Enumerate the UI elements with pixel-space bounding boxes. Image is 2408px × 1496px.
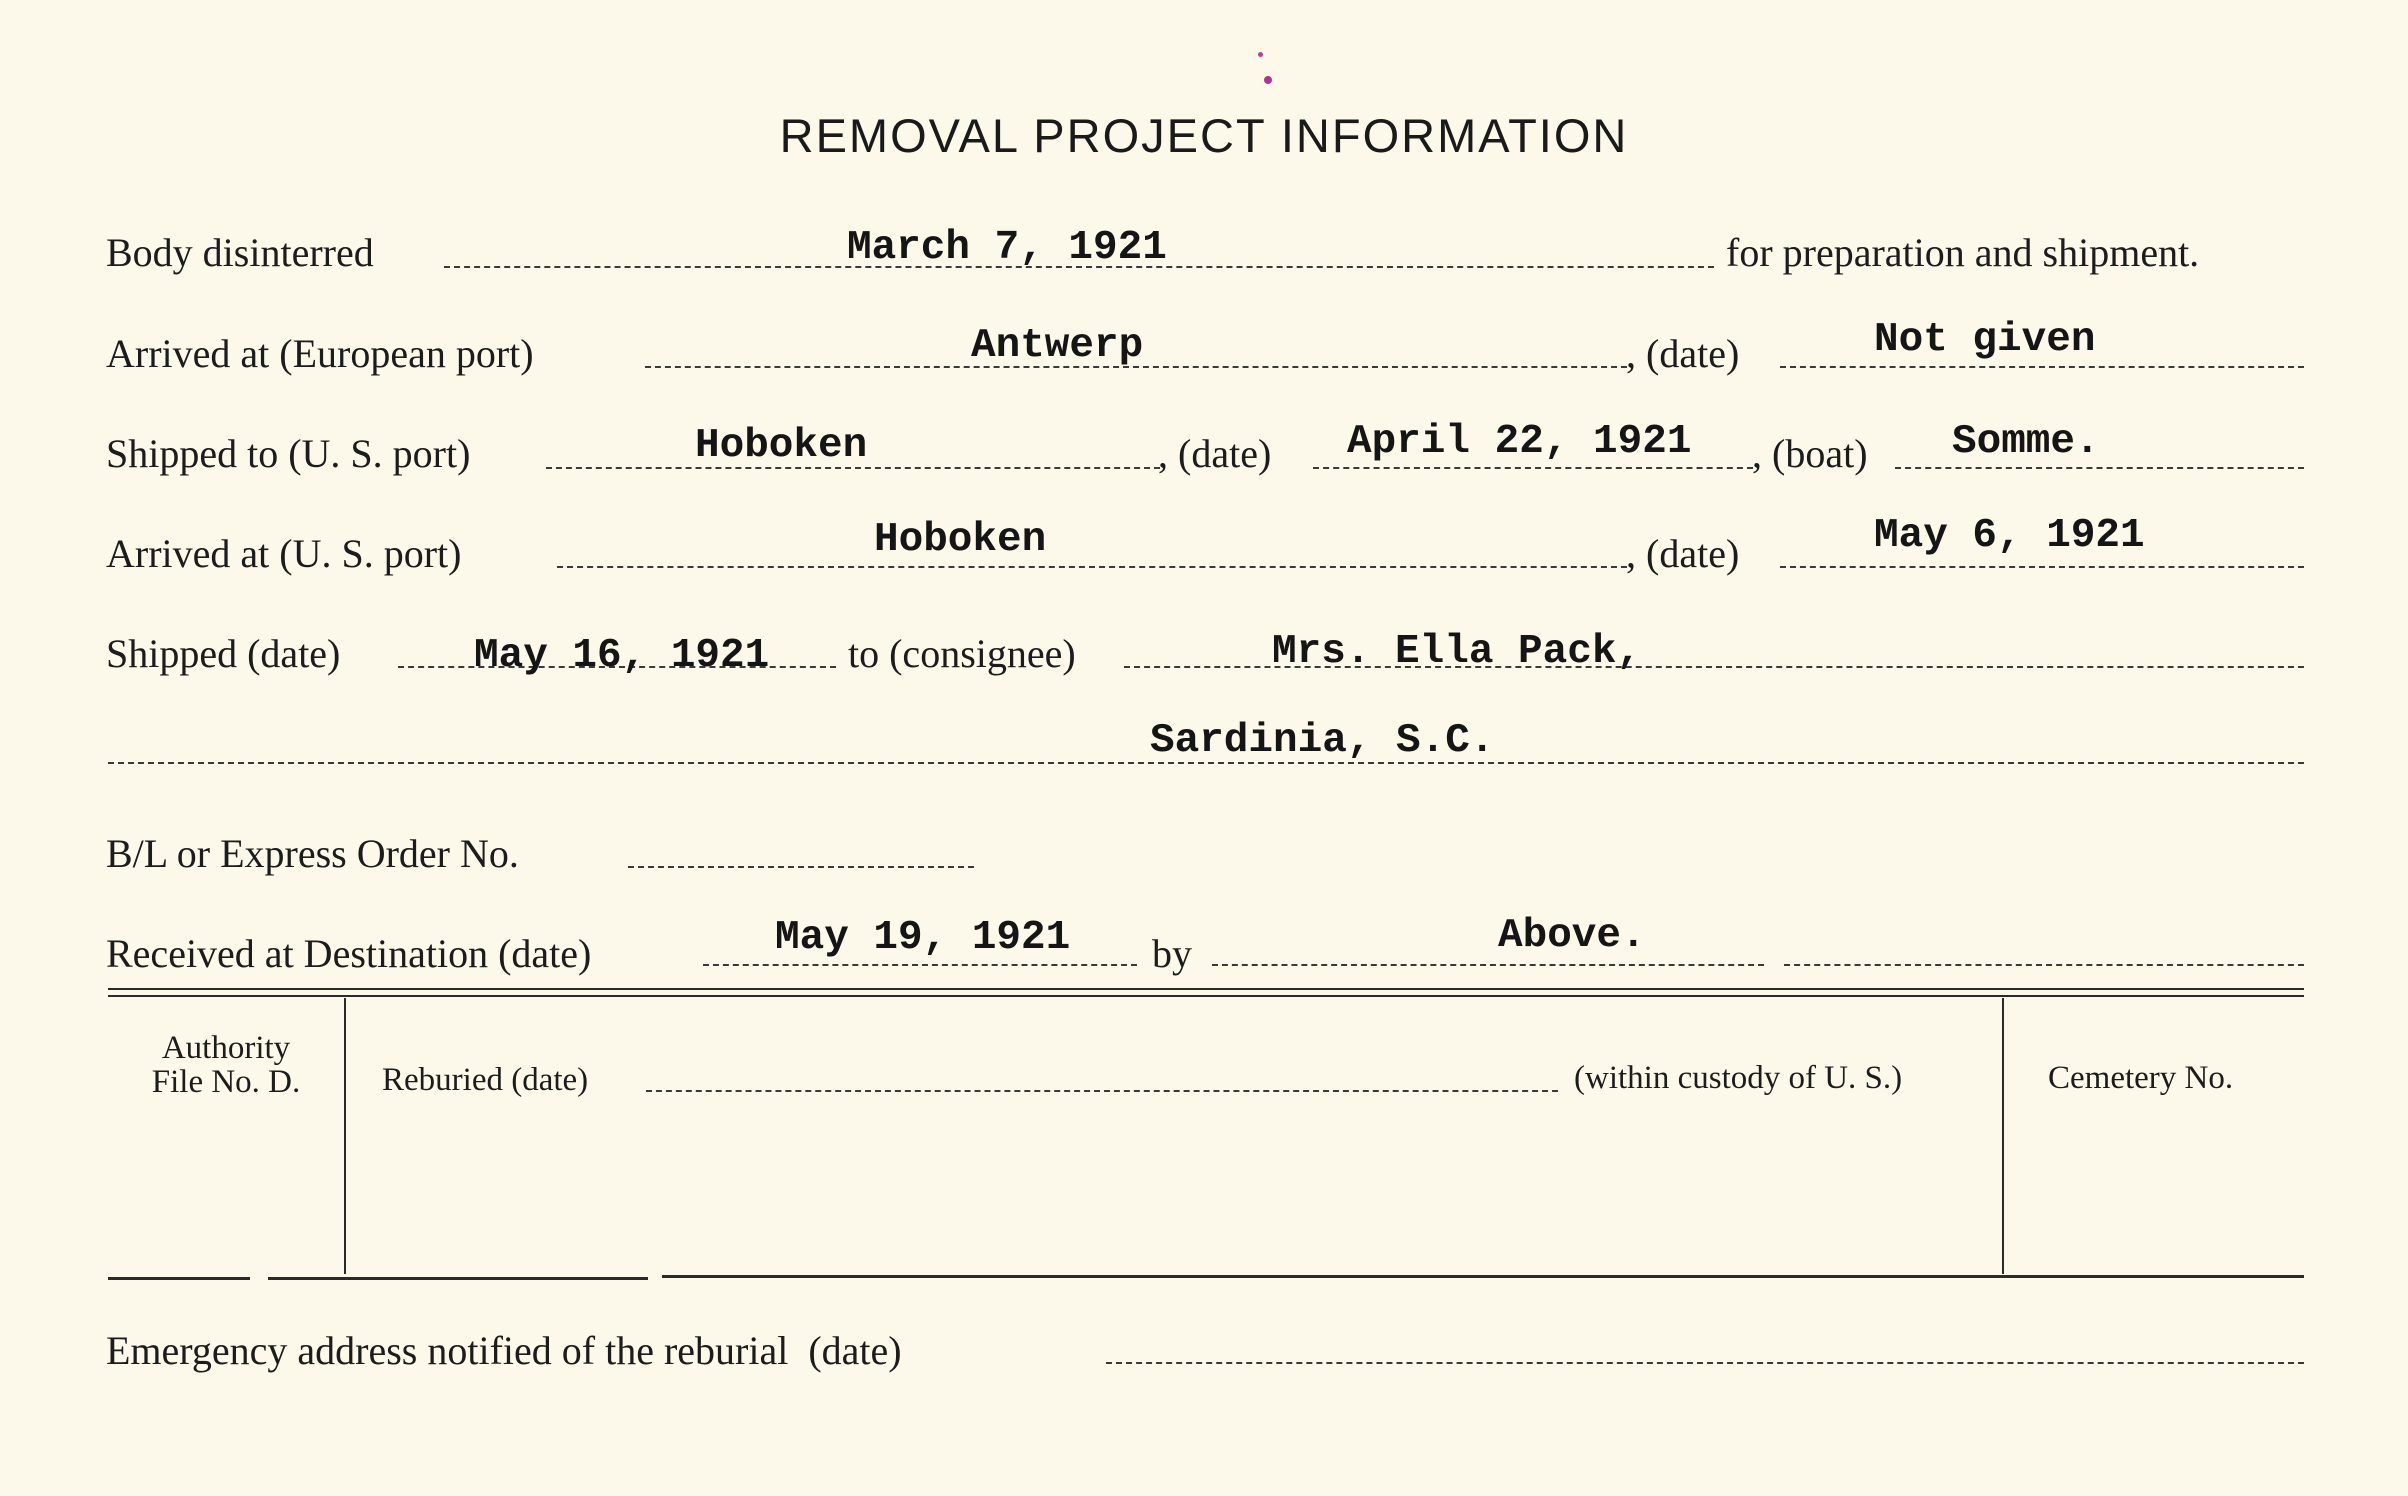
shipped-us-boat-value: Somme. [1952, 419, 2100, 465]
arrived-us-date-label: , (date) [1626, 531, 1740, 576]
address-value: Sardinia, S.C. [1150, 718, 1495, 764]
arrived-european-date-label: , (date) [1626, 331, 1740, 376]
arrived-us-label: Arrived at (U. S. port) [106, 531, 462, 576]
arrived-european-value: Antwerp [971, 323, 1144, 369]
reburied-line [646, 1090, 1558, 1092]
reburied-label: Reburied (date) [382, 1062, 589, 1098]
shipped-us-boat-line [1895, 467, 2304, 469]
shipped-us-value: Hoboken [695, 423, 868, 469]
authority-label-line2: File No. D. [151, 1064, 301, 1100]
table-top-rule [108, 988, 2304, 990]
received-label: Received at Destination (date) [106, 931, 592, 976]
shipped-us-label: Shipped to (U. S. port) [106, 431, 471, 476]
received-date-line [703, 964, 1137, 966]
authority-label-line1: Authority [161, 1030, 291, 1066]
arrived-us-line [557, 566, 1627, 568]
custody-label: (within custody of U. S.) [1574, 1060, 1903, 1096]
table-bottom-rule [108, 1277, 250, 1280]
received-by-line [1212, 964, 1764, 966]
emergency-line [1106, 1362, 2304, 1364]
ink-mark [1258, 52, 1263, 57]
bl-line [628, 866, 974, 868]
disinterred-label: Body disinterred [106, 230, 374, 275]
table-divider-left [344, 998, 346, 1274]
consignee-value: Mrs. Ella Pack, [1272, 629, 1642, 675]
table-top-rule-2 [108, 995, 2304, 997]
shipped-label: Shipped (date) [106, 631, 341, 676]
received-extra-line [1784, 964, 2304, 966]
shipped-us-date-value: April 22, 1921 [1347, 419, 1692, 465]
table-bottom-rule [662, 1275, 2304, 1278]
ink-mark [1264, 76, 1272, 84]
table-bottom-rule [268, 1277, 648, 1280]
table-divider-right [2002, 998, 2004, 1274]
shipped-us-boat-label: , (boat) [1752, 431, 1868, 476]
shipped-us-date-label: , (date) [1158, 431, 1272, 476]
received-date-value: May 19, 1921 [775, 915, 1071, 961]
arrived-european-label: Arrived at (European port) [106, 331, 534, 376]
shipped-us-date-line [1313, 467, 1753, 469]
bl-label: B/L or Express Order No. [106, 831, 519, 876]
received-by-label: by [1152, 931, 1192, 976]
consignee-label: to (consignee) [848, 631, 1076, 676]
disinterred-value: March 7, 1921 [847, 225, 1167, 271]
arrived-us-date-value: May 6, 1921 [1874, 513, 2145, 559]
shipped-date-value: May 16, 1921 [474, 633, 770, 679]
arrived-european-date-value: Not given [1874, 317, 2096, 363]
cemetery-label: Cemetery No. [2048, 1060, 2234, 1096]
card-title: REMOVAL PROJECT INFORMATION [779, 109, 1629, 162]
emergency-label: Emergency address notified of the reburial (date) [106, 1328, 902, 1373]
received-by-value: Above. [1498, 913, 1646, 959]
arrived-us-value: Hoboken [874, 517, 1047, 563]
arrived-european-date-line [1780, 366, 2304, 368]
arrived-us-date-line [1780, 566, 2304, 568]
disinterred-suffix: for preparation and shipment. [1726, 230, 2200, 275]
